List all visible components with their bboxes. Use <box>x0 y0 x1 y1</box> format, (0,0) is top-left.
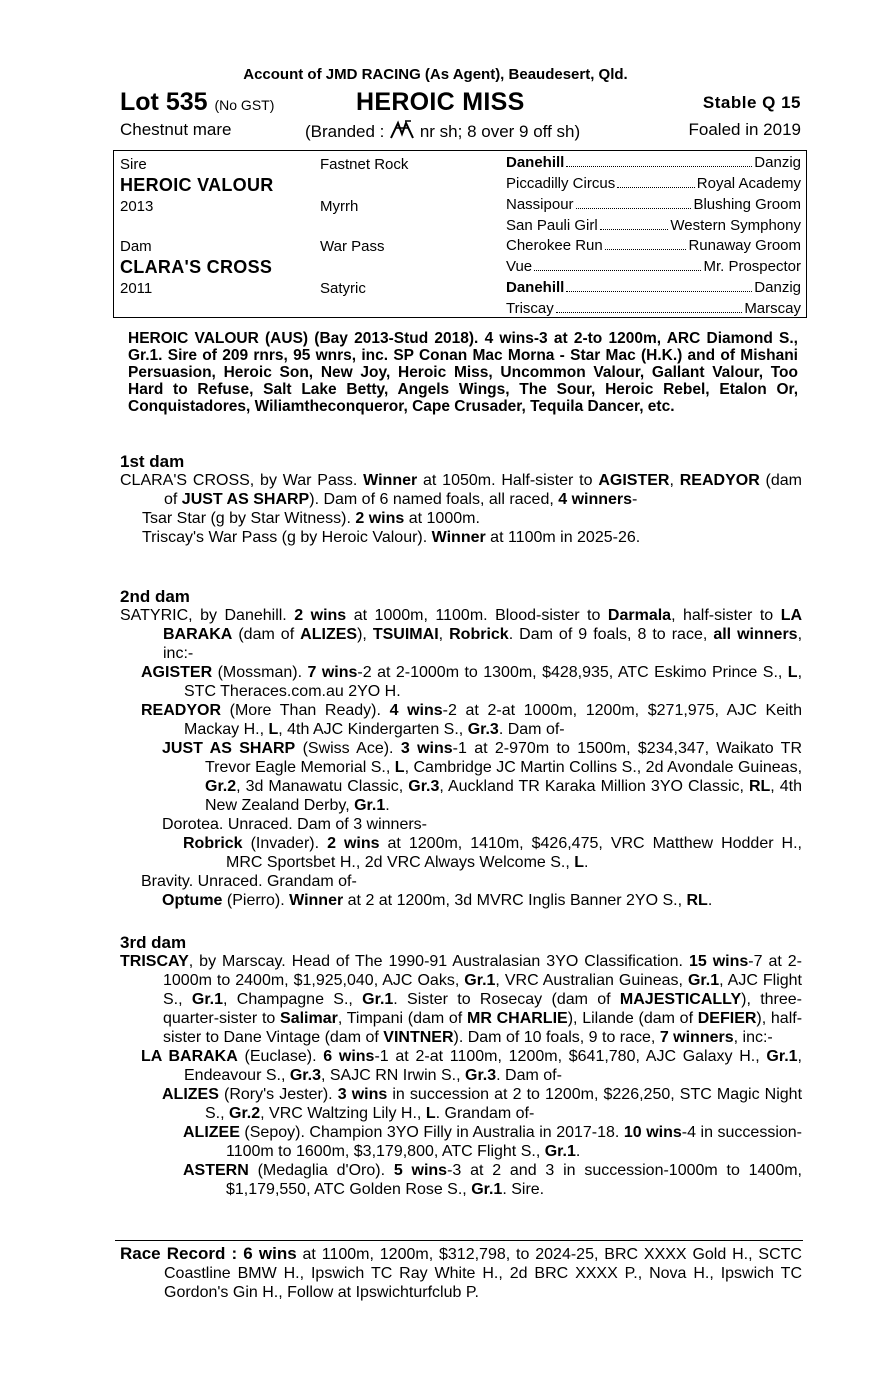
pedigree-ancestor <box>506 175 801 192</box>
dam-label: Dam <box>120 238 152 255</box>
bold-text: RL <box>686 892 708 909</box>
bold-text: L <box>425 1105 436 1122</box>
race-record <box>120 1244 802 1302</box>
text: -7 at 2-1000m to 2400m, $1,925,040, AJC Oaks, <box>163 953 803 989</box>
text: in succession at 2 to 1200m, $226,250, STC Magic Night S., <box>205 1086 803 1122</box>
sire-label: Sire <box>120 156 147 173</box>
text: ), three-quarter-sister to <box>163 991 803 1027</box>
bold-text: Gr.1 <box>354 797 386 814</box>
dot-leader <box>605 237 687 250</box>
bold-text: ALIZEE <box>183 1124 240 1141</box>
text: ), <box>357 626 373 643</box>
bold-text: READYOR <box>141 702 222 719</box>
text: (Euclase). <box>237 1048 324 1065</box>
text: , Endeavour S., <box>184 1048 802 1084</box>
text: (Pierro). <box>222 892 290 909</box>
race-record-divider <box>115 1240 803 1241</box>
bold-text: 15 wins <box>688 953 749 970</box>
second-dam-entries <box>120 606 802 910</box>
text: , <box>438 626 450 643</box>
bold-text: 7 wins <box>307 664 358 681</box>
text: - <box>632 491 638 508</box>
ancestor-sire: Danzig <box>754 279 801 296</box>
dam-name: CLARA'S CROSS <box>120 257 273 277</box>
produce-entry <box>120 1161 802 1199</box>
bold-text: TSUIMAI <box>372 626 439 643</box>
text: -2 at 2-at 1000m, 1200m, $271,975, AJC Keith Mackay H., <box>184 702 803 738</box>
text: . Dam of- <box>496 1067 562 1084</box>
ancestor-name: Danehill <box>506 154 565 171</box>
text: (dam of <box>164 472 803 508</box>
text: -3 at 2 and 3 in succession-1000m to 1400m, $1,179,550, ATC Golden Rose S., <box>226 1162 802 1198</box>
dot-leader <box>566 279 752 292</box>
lot-number <box>120 88 274 117</box>
text: , VRC Australian Guineas, <box>495 972 688 989</box>
produce-entry <box>120 606 802 663</box>
horse-name: HEROIC MISS <box>356 88 525 116</box>
dot-leader <box>576 196 692 209</box>
third-dam-heading: 3rd dam <box>120 933 187 952</box>
pedigree-ancestor <box>506 237 801 254</box>
ancestor-sire: Runaway Groom <box>688 237 801 254</box>
text: . Sister to Rosecay (dam of <box>393 991 620 1008</box>
pedigree-ancestor <box>506 196 801 213</box>
bold-text: ASTERN <box>183 1162 249 1179</box>
bold-text: L <box>787 664 798 681</box>
third-dam-section <box>120 933 802 1199</box>
ancestor-name: San Pauli Girl <box>506 217 598 234</box>
bold-text: Gr.1 <box>544 1143 576 1160</box>
ancestor-sire: Mr. Prospector <box>703 258 801 275</box>
sire-year: 2013 <box>120 198 154 215</box>
bold-text: L <box>574 854 585 871</box>
bold-text: RL <box>748 778 771 795</box>
brand-open: (Branded : <box>305 122 390 141</box>
bold-text: AGISTER <box>141 664 213 681</box>
bold-text: L <box>268 721 279 738</box>
text: -1 at 2-at 1100m, 1200m, $641,780, AJC Galaxy H., <box>374 1048 767 1065</box>
bold-text: LA BARAKA <box>163 607 803 643</box>
text: Dorotea. Unraced. Dam of 3 winners- <box>162 816 427 833</box>
produce-entry <box>120 952 802 1047</box>
text: (Medaglia d'Oro). <box>248 1162 394 1179</box>
text: (dam of <box>232 626 301 643</box>
bold-text: DEFIER <box>697 1010 757 1027</box>
bold-text: 2 wins <box>327 835 380 852</box>
bold-text: Gr.2 <box>229 1105 261 1122</box>
bold-text: 4 wins <box>389 702 443 719</box>
bold-text: Winner <box>363 472 418 489</box>
sire-dam: Myrrh <box>320 198 359 215</box>
ancestor-sire: Western Symphony <box>670 217 801 234</box>
bold-text: VINTNER <box>383 1029 454 1046</box>
text: . <box>385 797 390 814</box>
bold-text: Winner <box>289 892 344 909</box>
text: ). Dam of 6 named foals, all raced, <box>309 491 559 508</box>
stable-code: Stable Q 15 <box>702 93 801 112</box>
bold-text: AGISTER <box>598 472 670 489</box>
sire-sire: Fastnet Rock <box>320 156 409 173</box>
text: CLARA'S CROSS, by War Pass. <box>120 472 364 489</box>
text: , inc:- <box>163 626 803 662</box>
bold-text: LA BARAKA <box>141 1048 238 1065</box>
produce-entry <box>120 1047 802 1085</box>
text: (Rory's Jester). <box>218 1086 338 1103</box>
text: at 1100m, 1200m, $312,798, to 2024-25, BRC XXXX Gold H., SCTC Coastline BMW H., Ipswich TC Ray White H., 2d BRC XXXX P., Nova H., Ipswich TC Gordon's Gin H., Follow at Ipswichturfclub P. <box>164 1246 802 1301</box>
ancestor-sire: Royal Academy <box>696 175 801 192</box>
text: (Invader). <box>242 835 328 852</box>
text: , Champagne S., <box>223 991 363 1008</box>
text: at 1000m, 1100m. Blood-sister to <box>346 607 608 624</box>
bold-text: 4 winners <box>558 491 633 508</box>
bold-text: Gr.3 <box>408 778 440 795</box>
ancestor-name: Danehill <box>506 279 565 296</box>
dam-sire: War Pass <box>320 238 385 255</box>
bold-text: 5 wins <box>393 1162 448 1179</box>
produce-entry <box>120 815 802 834</box>
gst-note: (No GST) <box>214 97 275 113</box>
ancestor-name: Triscay <box>506 300 554 317</box>
text: ). Dam of 10 foals, 9 to race, <box>453 1029 660 1046</box>
bold-text: Winner <box>431 529 486 546</box>
pedigree-ancestor <box>506 258 801 275</box>
first-dam-entry <box>120 471 802 509</box>
text: . Grandam of- <box>435 1105 535 1122</box>
ancestor-name: Vue <box>506 258 533 275</box>
bold-text: Gr.1 <box>471 1181 503 1198</box>
bold-text: Gr.1 <box>687 972 720 989</box>
pedigree-ancestor <box>506 217 801 234</box>
foal-entry <box>120 509 802 528</box>
first-dam-foals <box>120 509 802 547</box>
bold-text: L <box>394 759 405 776</box>
pedigree-ancestor <box>506 300 801 317</box>
text: , 4th New Zealand Derby, <box>205 778 802 814</box>
text: SATYRIC, by Danehill. <box>120 607 295 624</box>
produce-entry <box>120 1123 802 1161</box>
text: . Dam of- <box>498 721 565 738</box>
text: , SAJC RN Irwin S., <box>320 1067 466 1084</box>
produce-entry <box>120 701 802 739</box>
bold-text: TRISCAY <box>120 953 189 970</box>
bold-text: Optume <box>162 892 223 909</box>
text: Triscay's War Pass (g by Heroic Valour). <box>142 529 432 546</box>
second-dam-section <box>120 587 802 910</box>
sire-name: HEROIC VALOUR <box>120 175 274 195</box>
text: . <box>575 1143 581 1160</box>
ancestor-name: Cherokee Run <box>506 237 603 254</box>
bold-text: Robrick <box>449 626 509 643</box>
dot-leader <box>556 300 743 313</box>
first-dam-heading: 1st dam <box>120 452 185 471</box>
bold-text: 2 wins <box>294 607 347 624</box>
bold-text: Salimar <box>280 1010 338 1027</box>
text: , Timpani (dam of <box>337 1010 467 1027</box>
text: -1 at 2-970m to 1500m, $234,347, Waikato TR Trevor Eagle Memorial S., <box>205 740 803 776</box>
produce-entry <box>120 739 802 815</box>
bold-text: ALIZES <box>300 626 358 643</box>
pedigree-ancestor <box>506 154 801 171</box>
text: (Sepoy). Champion 3YO Filly in Australia in 2017-18. <box>239 1124 624 1141</box>
text: -4 in succession-1100m to 1600m, $3,179,800, ATC Flight S., <box>226 1124 803 1160</box>
bold-text: READYOR <box>679 472 760 489</box>
bold-text: Gr.1 <box>766 1048 798 1065</box>
text: , 3d Manawatu Classic, <box>236 778 409 795</box>
lot-label: Lot 535 <box>120 88 208 116</box>
bold-text: MAJESTICALLY <box>619 991 742 1008</box>
bold-text: 3 wins <box>400 740 453 757</box>
produce-entry <box>120 663 802 701</box>
text: , half-sister to <box>671 607 781 624</box>
text: at 1100m in 2025-26. <box>485 529 641 546</box>
second-dam-heading: 2nd dam <box>120 587 190 606</box>
text: , Auckland TR Karaka Million 3YO Classic, <box>439 778 749 795</box>
bold-text: Darmala <box>607 607 672 624</box>
dot-leader <box>600 217 669 230</box>
bold-text: MR CHARLIE <box>466 1010 568 1027</box>
bold-text: ALIZES <box>162 1086 219 1103</box>
text: at 1200m, 1410m, $426,475, VRC Matthew Hodder H., MRC Sportsbet H., 2d VRC Always Welcome S., <box>226 835 803 871</box>
text: . <box>707 892 713 909</box>
bold-text: 7 winners <box>659 1029 734 1046</box>
bold-text: Gr.1 <box>191 991 224 1008</box>
text: . Sire. <box>502 1181 545 1198</box>
bold-text: Gr.1 <box>362 991 394 1008</box>
text: , inc:- <box>733 1029 773 1046</box>
vendor-account: Account of JMD RACING (As Agent), Beaudesert, Qld. <box>243 66 628 83</box>
dot-leader <box>566 154 752 167</box>
bold-text: 2 wins <box>355 510 405 527</box>
text: , STC Theraces.com.au 2YO H. <box>184 664 803 700</box>
text: ), Lilande (dam of <box>567 1010 698 1027</box>
bold-text: Gr.3 <box>465 1067 497 1084</box>
bold-text: JUST AS SHARP <box>162 740 296 757</box>
bold-text: JUST AS SHARP <box>181 491 310 508</box>
text: at 1000m. <box>404 510 480 527</box>
text: , AJC Flight S., <box>163 972 803 1008</box>
text: Tsar Star (g by Star Witness). <box>142 510 356 527</box>
text: Bravity. Unraced. Grandam of- <box>141 873 357 890</box>
brand-mark-icon <box>389 120 415 140</box>
bold-text: Gr.1 <box>464 972 496 989</box>
produce-entry <box>120 872 802 891</box>
text: . <box>584 854 589 871</box>
text: (More Than Ready). <box>221 702 390 719</box>
ancestor-sire: Danzig <box>754 154 801 171</box>
text: . Dam of 9 foals, 8 to race, <box>508 626 714 643</box>
text: , by Marscay. Head of The 1990-91 Australasian 3YO Classification. <box>188 953 689 970</box>
dot-leader <box>617 175 695 188</box>
ancestor-sire: Marscay <box>744 300 801 317</box>
ancestor-sire: Blushing Groom <box>693 196 801 213</box>
bold-text: 3 wins <box>337 1086 388 1103</box>
third-dam-entries <box>120 952 802 1199</box>
bold-text: Robrick <box>183 835 243 852</box>
produce-entry <box>120 1085 802 1123</box>
foaled-year: Foaled in 2019 <box>688 120 801 139</box>
ancestor-name: Piccadilly Circus <box>506 175 616 192</box>
first-dam-section <box>120 452 802 547</box>
brand-info <box>305 120 580 142</box>
produce-entry <box>120 834 802 872</box>
color-sex: Chestnut mare <box>120 120 232 139</box>
bold-text: 10 wins <box>623 1124 682 1141</box>
ancestor-name: Nassipour <box>506 196 574 213</box>
text: , Cambridge JC Martin Collins S., 2d Avondale Guineas, <box>404 759 803 776</box>
foal-entry <box>120 528 802 547</box>
bold-text: Gr.3 <box>289 1067 321 1084</box>
brand-rest: nr sh; 8 over 9 off sh) <box>415 122 581 141</box>
text: , 4th AJC Kindergarten S., <box>278 721 468 738</box>
bold-text: all winners <box>713 626 798 643</box>
text: , <box>669 472 680 489</box>
text: (Mossman). <box>212 664 308 681</box>
sire-summary: HEROIC VALOUR (AUS) (Bay 2013-Stud 2018). 4 wins-3 at 2-to 1200m, ARC Diamond S., Gr.1. Sire of 209 rnrs, 95 wnrs, inc. SP Conan Mac Morna - Star Mac (H.K.) and of Mishani Persuasion, Heroic Son, New Joy, Heroic Miss, Uncommon Valour, Gallant Valour, Too Hard to Refuse, Salt Lake Betty, Angels Wings, The Sour, Heroic Rebel, Etalon Or, Conquistadores, Wiliamtheconqueror, Cape Crusader, Tequila Dancer, etc. <box>128 330 798 415</box>
text: , VRC Waltzing Lily H., <box>260 1105 426 1122</box>
dam-year: 2011 <box>120 280 153 297</box>
bold-text: Gr.2 <box>205 778 237 795</box>
text: (Swiss Ace). <box>295 740 401 757</box>
dot-leader <box>534 258 701 271</box>
text: -2 at 2-1000m to 1300m, $428,935, ATC Eskimo Prince S., <box>357 664 788 681</box>
bold-text: 6 wins <box>323 1048 375 1065</box>
text: at 2 at 1200m, 3d MVRC Inglis Banner 2YO S., <box>343 892 687 909</box>
bold-text: Race Record : 6 wins <box>120 1244 297 1263</box>
text: at 1050m. Half-sister to <box>417 472 599 489</box>
bold-text: Gr.3 <box>467 721 499 738</box>
text: ), half-sister to Dane Vintage (dam of <box>163 1010 803 1046</box>
pedigree-ancestor <box>506 279 801 296</box>
dam-dam: Satyric <box>320 280 366 297</box>
produce-entry <box>120 891 802 910</box>
pedigree-table <box>113 150 807 318</box>
